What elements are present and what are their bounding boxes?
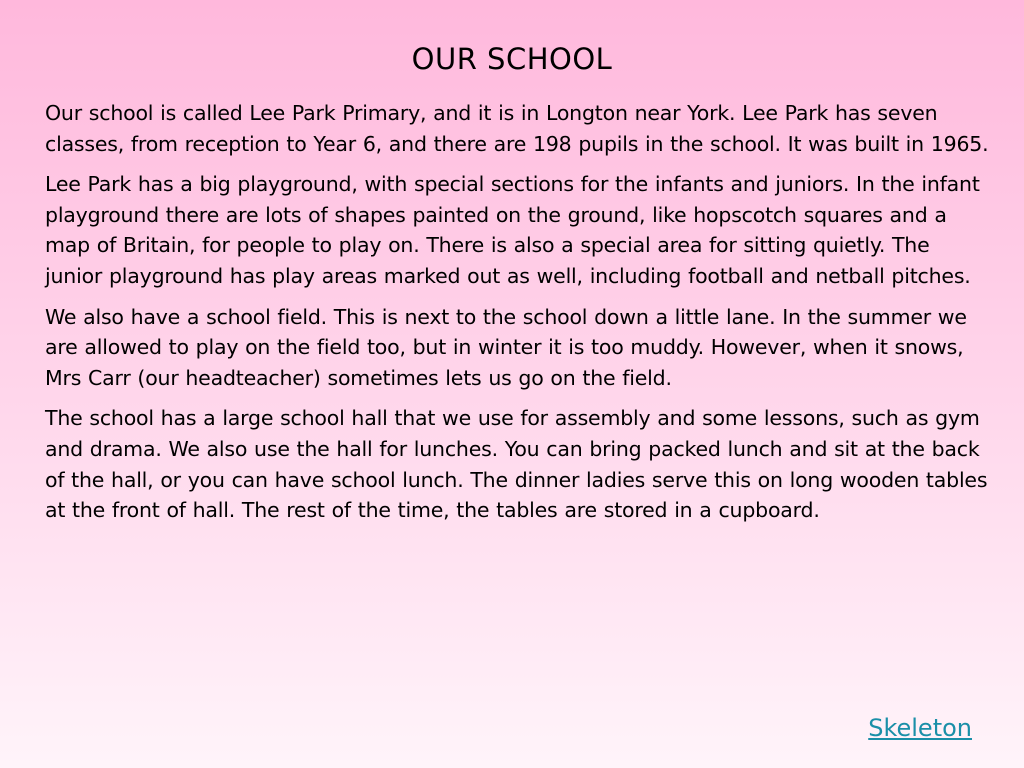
paragraph-playground: Lee Park has a big playground, with special sections for the infants and juniors. In the infant playground there are lots of shapes painted on the ground, like hopscotch squares and a map of Britain, for people to play on. There is also a special area for sitting quietly. The junior playground has play areas marked out as well, including football and netball pitches.	[45, 172, 980, 288]
body-text	[45, 98, 990, 536]
paragraph-hall: The school has a large school hall that we use for assembly and some lessons, such as gym and drama. We also use the hall for lunches. You can bring packed lunch and sit at the back of the hall, or you can have school lunch. The dinner ladies serve this on long wooden tables at the front of hall. The rest of the time, the tables are stored in a cupboard.	[45, 406, 988, 523]
page-title: OUR SCHOOL	[411, 42, 613, 76]
paragraph-intro: Our school is called Lee Park Primary, and it is in Longton near York. Lee Park has seven classes, from reception to Year 6, and there are 198 pupils in the school. It was built in 1965.	[45, 101, 989, 156]
skeleton-link[interactable]: Skeleton	[868, 714, 972, 742]
paragraph-field: We also have a school field. This is next to the school down a little lane. In the summer we are allowed to play on the field too, but in winter it is too muddy. However, when it snows, Mrs Carr (our headteacher) sometimes lets us go on the field.	[45, 304, 967, 390]
